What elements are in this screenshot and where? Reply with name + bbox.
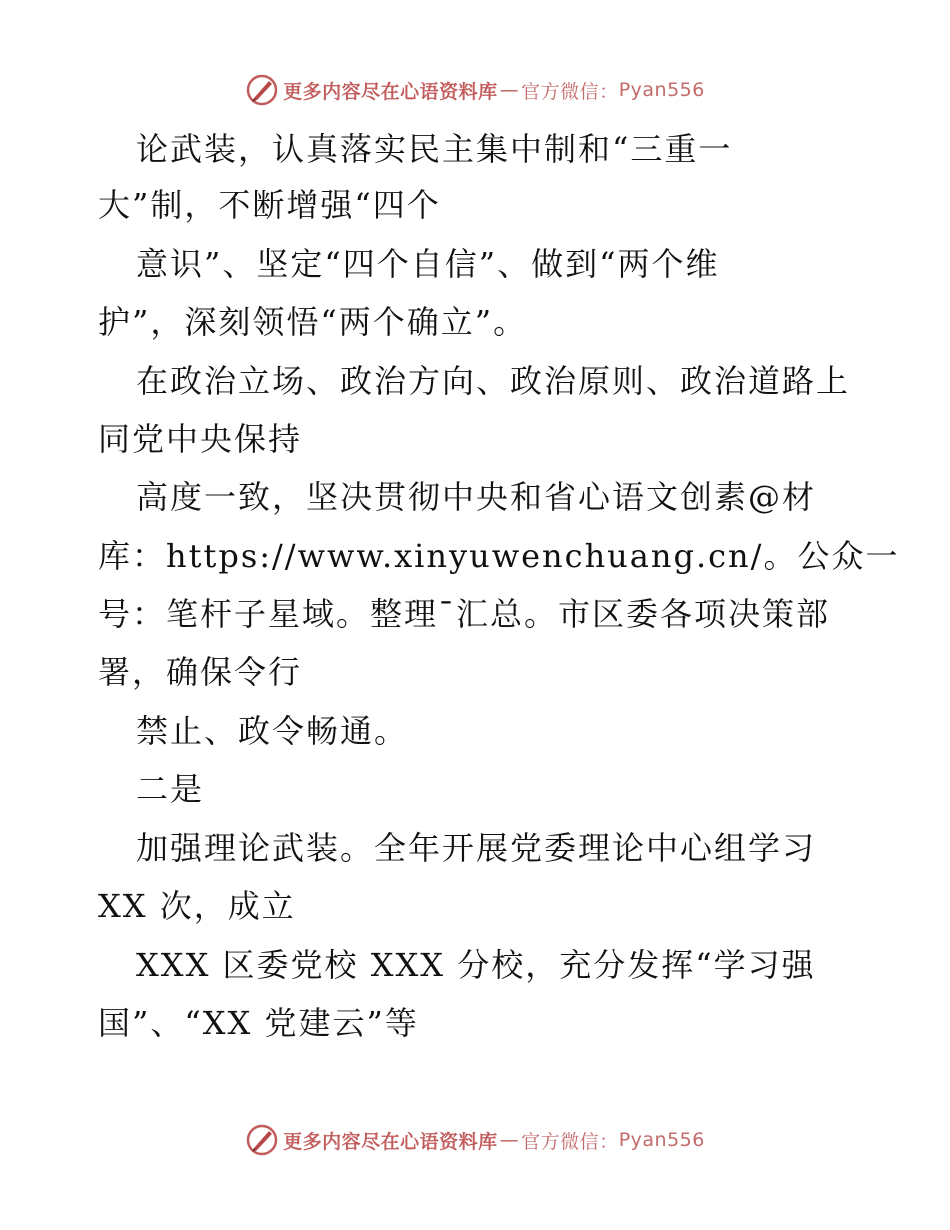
body-line: 禁止、政令畅通。 — [136, 712, 409, 750]
watermark-label: 更多内容尽在心语资料库 — [283, 80, 498, 103]
watermark-wechat-label: 官方微信： — [521, 80, 619, 103]
body-line: 署，确保令行 — [98, 653, 303, 691]
body-line: 大”制，不断增强“四个 — [98, 186, 441, 224]
body-line: 护”，深刻领悟“两个确立”。 — [98, 303, 528, 341]
body-line: 论武装，认真落实民主集中制和“三重一 — [136, 130, 733, 168]
body-line: 意识”、坚定“四个自信”、做到“两个维 — [136, 245, 720, 283]
watermark-dash: — — [499, 1129, 520, 1151]
body-line: 高度一致，坚决贯彻中央和省心语文创素@材 — [136, 478, 817, 516]
watermark-label: 更多内容尽在心语资料库 — [283, 1130, 498, 1153]
watermark-wechat-id: Pyan556 — [618, 1129, 705, 1151]
watermark-wechat-id: Pyan556 — [618, 79, 705, 101]
body-line: 同党中央保持 — [98, 420, 303, 458]
quill-pen-logo-icon — [245, 1123, 279, 1157]
body-line: XXX 区委党校 XXX 分校，充分发挥“学习强 — [136, 946, 816, 984]
body-line: 在政治立场、政治方向、政治原则、政治道路上 — [136, 362, 851, 400]
body-line: 二是 — [136, 770, 205, 808]
body-line: XX 次，成立 — [98, 887, 296, 925]
body-line: 国”、“XX 党建云”等 — [98, 1004, 419, 1042]
body-line: 加强理论武装。全年开展党委理论中心组学习 — [136, 829, 817, 867]
watermark-wechat-label: 官方微信： — [521, 1130, 619, 1153]
body-line: 号：笔杆子星域。整理¯汇总。市区委各项决策部 — [98, 595, 831, 633]
body-line: 库：https://www.xinyuwenchuang.cn/。公众一 — [98, 537, 900, 575]
footer-watermark — [0, 1122, 950, 1158]
watermark-dash: — — [499, 79, 520, 101]
